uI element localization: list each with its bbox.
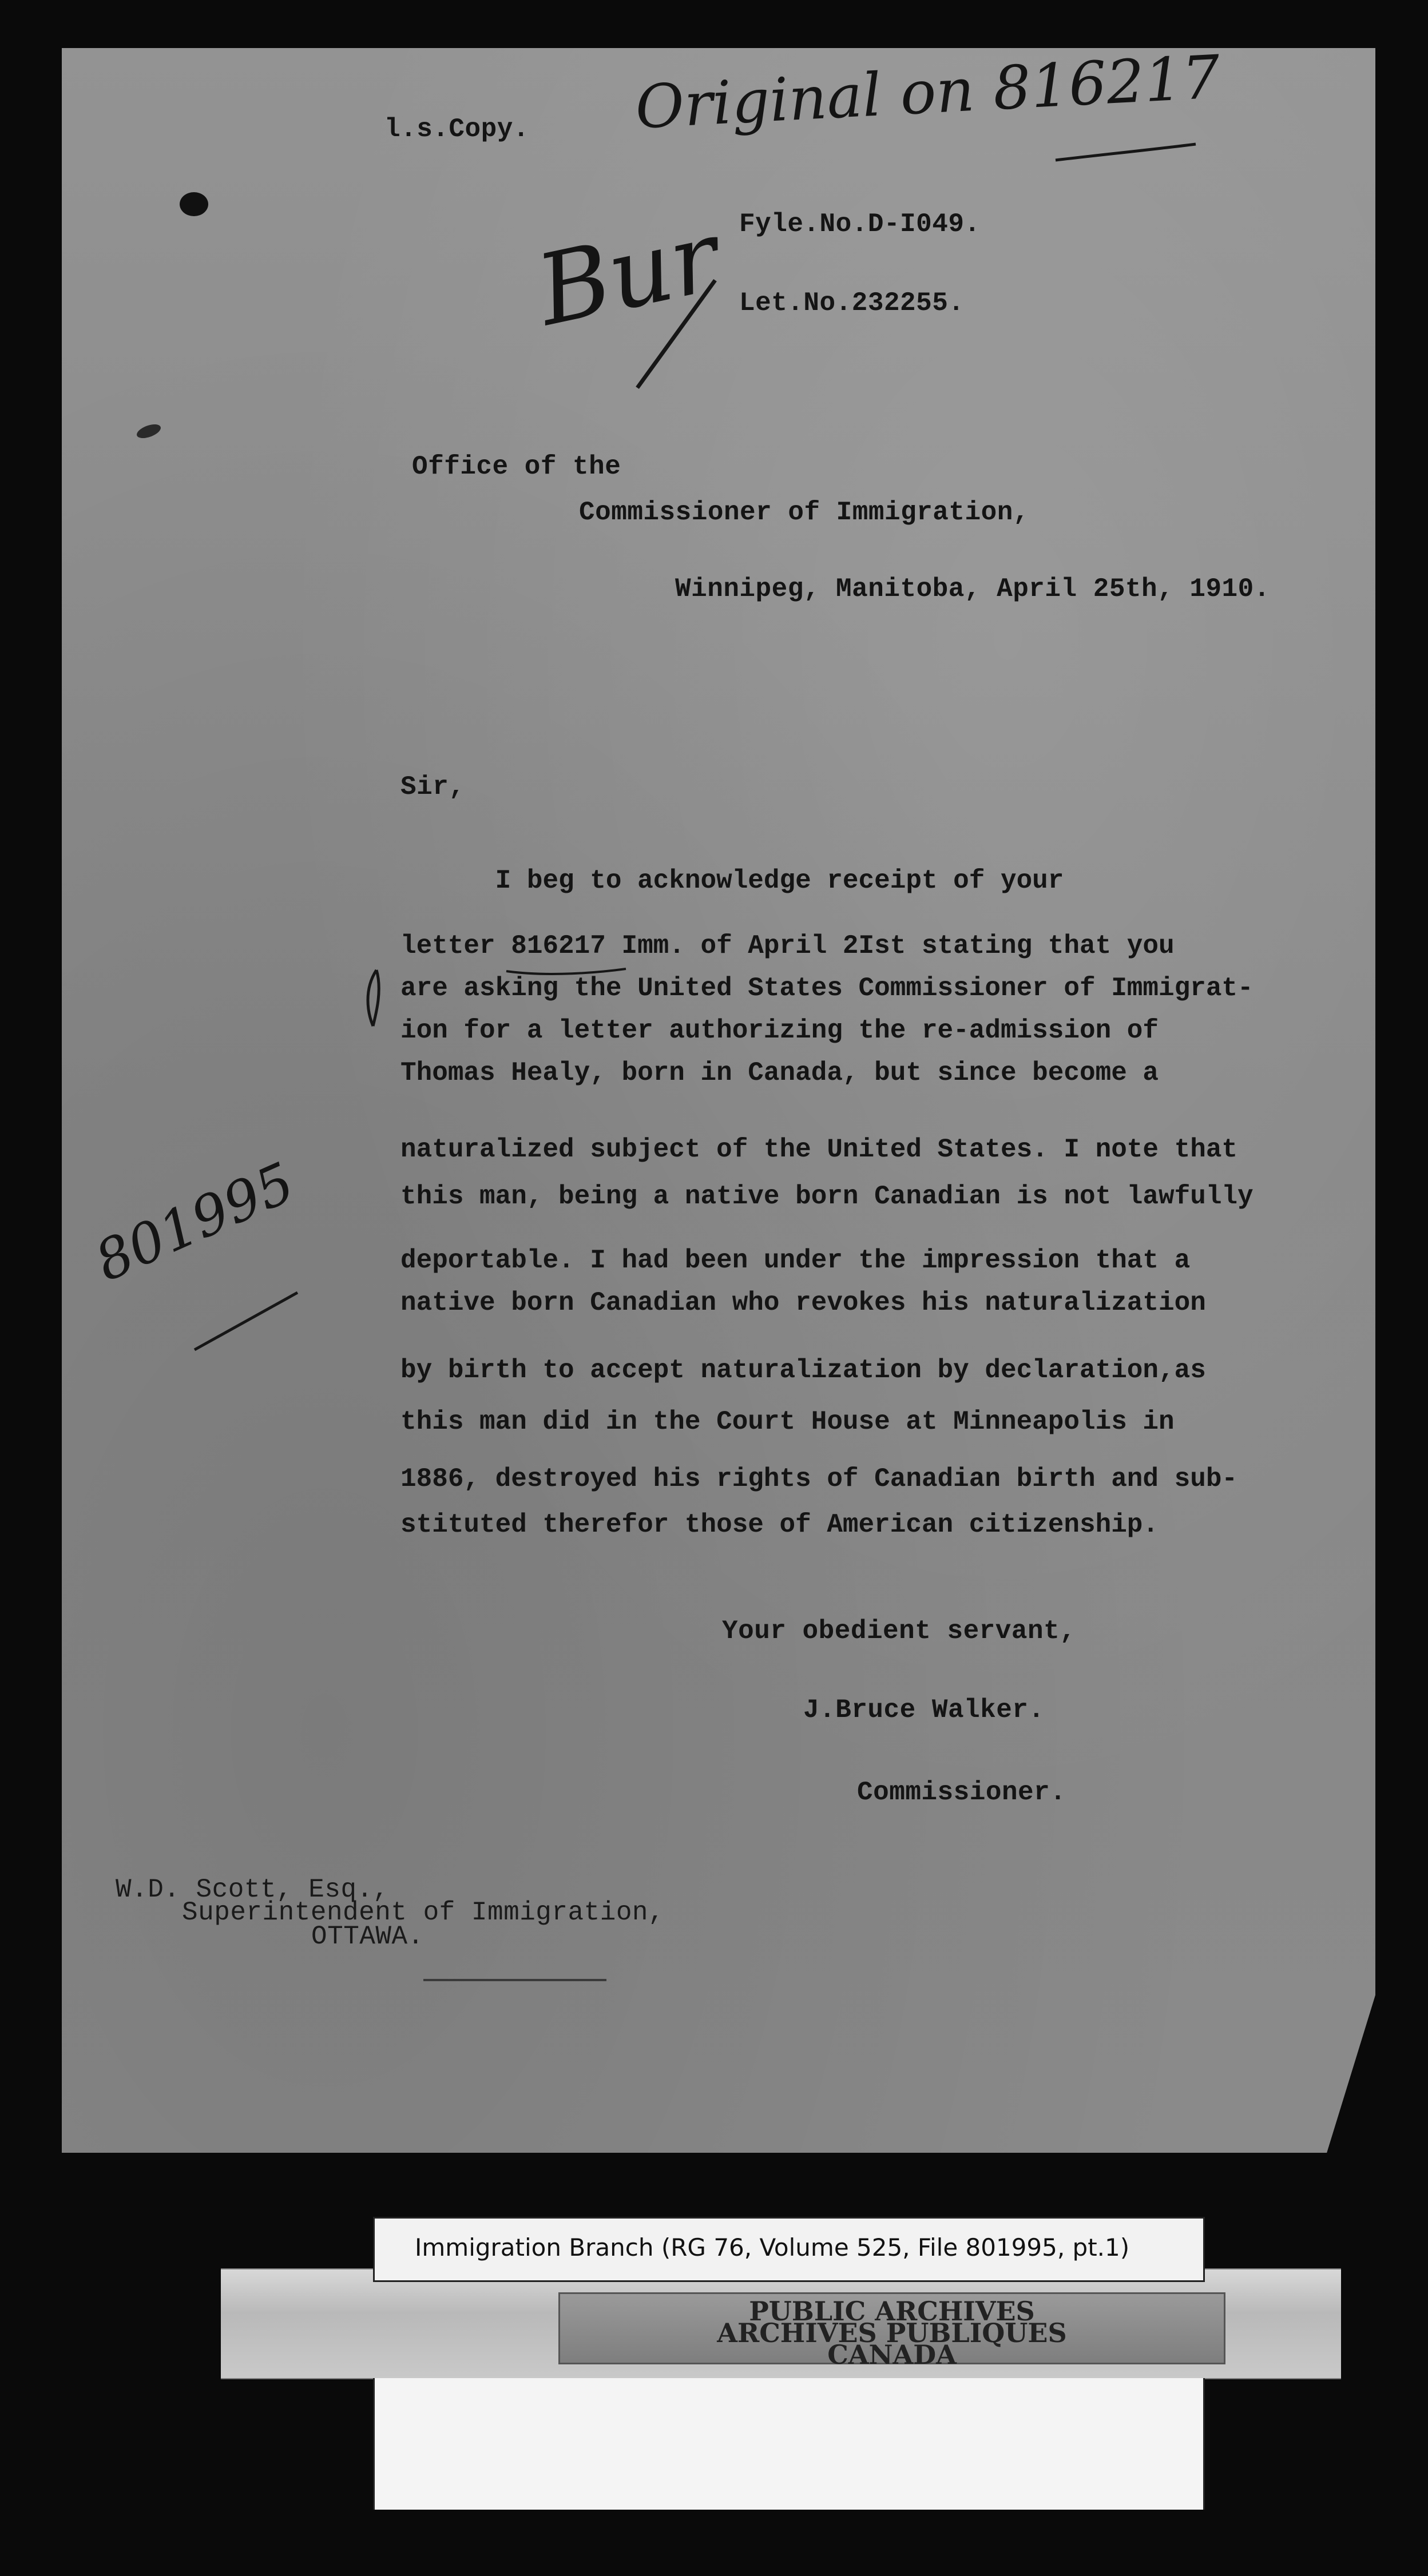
ink-blot xyxy=(180,192,208,216)
body-line: 1886, destroyed his rights of Canadian birth and sub- xyxy=(400,1464,1238,1494)
archive-stamp xyxy=(558,2292,1225,2370)
office-line-2: Commissioner of Immigration, xyxy=(579,498,1029,527)
stamp-line-2: ARCHIVES PUBLIQUES xyxy=(717,2317,1067,2348)
body-line: Thomas Healy, born in Canada, but since become a xyxy=(400,1058,1159,1088)
office-line-1: Office of the xyxy=(412,452,621,482)
margin-note-stroke xyxy=(189,1287,303,1355)
body-line: I beg to acknowledge receipt of your xyxy=(400,866,1064,896)
divider xyxy=(423,1979,606,1981)
file-number: Fyle.No.D-I049. xyxy=(739,209,981,239)
letter-number: Let.No.232255. xyxy=(739,288,965,318)
body-line: ion for a letter authorizing the re-admission of xyxy=(400,1016,1159,1045)
body-line: stituted therefor those of American citizenship. xyxy=(400,1510,1159,1540)
body-line: by birth to accept naturalization by declaration,as xyxy=(400,1355,1206,1385)
handwritten-initials: Bur xyxy=(527,200,728,348)
signature: J.Bruce Walker. xyxy=(803,1695,1045,1725)
addressee-city: OTTAWA. xyxy=(311,1922,424,1951)
handwritten-original-note: Original on 816217 xyxy=(633,42,1222,142)
body-line: deportable. I had been under the impression that a xyxy=(400,1246,1191,1275)
stamp-line-3: CANADA xyxy=(827,2339,957,2370)
archive-reference: Immigration Branch (RG 76, Volume 525, File 801995, pt.1) xyxy=(415,2233,1130,2261)
margin-check-mark xyxy=(359,967,388,1029)
body-line: naturalized subject of the United States. I note that xyxy=(400,1135,1238,1164)
salutation: Sir, xyxy=(400,772,465,802)
stamp-line-1: PUBLIC ARCHIVES xyxy=(749,2296,1035,2327)
body-line: this man, being a native born Canadian is not lawfully xyxy=(400,1182,1254,1211)
closing: Your obedient servant, xyxy=(722,1616,1076,1646)
body-line: letter 816217 Imm. of April 2Ist stating that you xyxy=(400,931,1175,961)
handwritten-underline xyxy=(1053,137,1201,166)
copy-mark: l.s.Copy. xyxy=(384,114,529,144)
addressee-title: Superintendent of Immigration, xyxy=(182,1898,665,1927)
margin-file-number: 801995 xyxy=(86,1150,304,1294)
handwritten-underline-reference xyxy=(503,961,629,978)
signer-title: Commissioner. xyxy=(857,1778,1066,1807)
body-line: are asking the United States Commissioner of Immigrat- xyxy=(400,973,1254,1003)
label-strip xyxy=(373,2378,1205,2510)
handwritten-slash xyxy=(629,275,721,395)
place-date: Winnipeg, Manitoba, April 25th, 1910. xyxy=(675,574,1270,604)
archive-stamp-band xyxy=(221,2268,1341,2379)
body-line: this man did in the Court House at Minneapolis in xyxy=(400,1407,1175,1437)
addressee-name: W.D. Scott, Esq., xyxy=(116,1875,389,1905)
body-line: native born Canadian who revokes his naturalization xyxy=(400,1288,1206,1318)
archive-reference-label xyxy=(373,2217,1205,2282)
